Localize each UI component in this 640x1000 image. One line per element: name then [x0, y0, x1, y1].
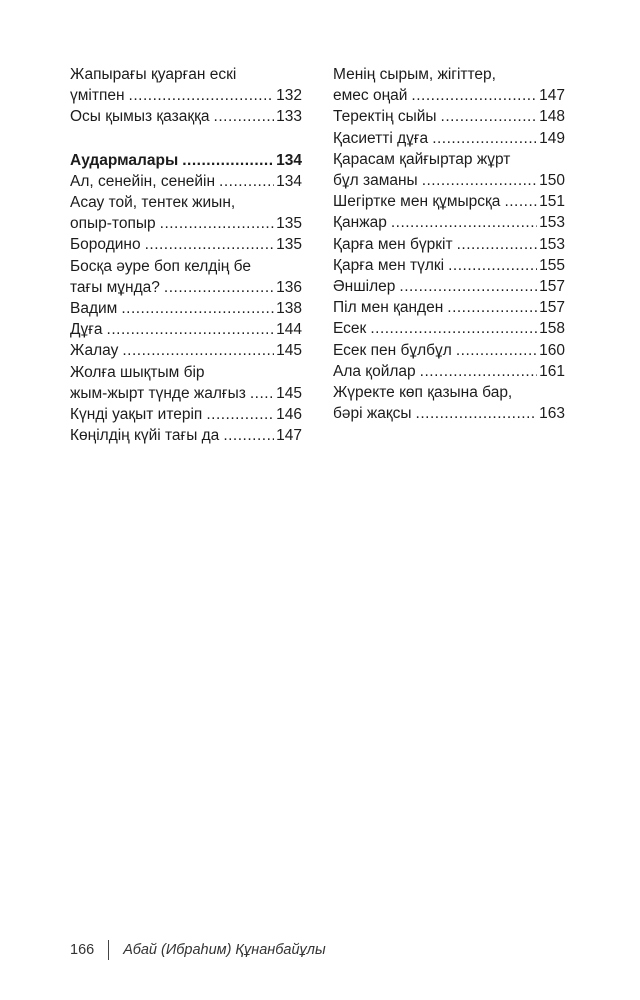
toc-entry-page-number: 149	[539, 129, 565, 147]
toc-entry-page-number: 161	[539, 362, 565, 380]
toc-entry-title-line: Қарасам қайғыртар жұрт	[333, 150, 511, 168]
toc-entry	[333, 234, 565, 255]
toc-entry-page-number: 134	[276, 151, 302, 169]
toc-entry	[333, 361, 565, 382]
toc-entry-page-number: 135	[276, 215, 302, 233]
page-footer	[70, 940, 326, 960]
toc-entry-row	[70, 234, 302, 255]
toc-entry-title: Қанжар	[333, 214, 387, 232]
toc-entry	[333, 318, 565, 339]
toc-entry-page-number: 134	[276, 172, 302, 190]
toc-entry-title-line: Жүректе көп қазына бар,	[333, 384, 513, 402]
dot-leader	[206, 404, 274, 425]
toc-entry-title: Көңілдің күйі тағы да	[70, 427, 220, 445]
dot-leader	[391, 212, 537, 233]
toc-entry-page-number: 148	[539, 108, 565, 126]
toc-entry-title: Осы қымыз қазаққа	[70, 108, 210, 126]
toc-entry-row	[333, 106, 565, 127]
toc-entry	[333, 106, 565, 127]
toc-entry-title: Піл мен қанден	[333, 299, 444, 317]
toc-entry	[333, 276, 565, 297]
toc-entry-row	[333, 297, 565, 318]
toc-entry-page-number: 147	[276, 427, 302, 445]
toc-entry-title: Қарға мен бүркіт	[333, 235, 453, 253]
toc-entry-row	[333, 340, 565, 361]
toc-entry	[333, 297, 565, 318]
toc-entry	[70, 64, 302, 106]
toc-entry-page-number: 150	[539, 172, 565, 190]
toc-entry	[70, 234, 302, 255]
toc-entry	[333, 64, 565, 106]
dot-leader	[370, 318, 537, 339]
toc-section-heading	[70, 150, 302, 171]
toc-entry-title: Есек	[333, 320, 367, 338]
toc-entry-row	[333, 85, 565, 106]
toc-entry-page-number: 135	[276, 236, 302, 254]
toc-entry-row	[333, 403, 565, 424]
toc-entry-title: Аудармалары	[70, 151, 179, 169]
toc-entry	[70, 340, 302, 361]
toc-entry-title: Ала қойлар	[333, 362, 416, 380]
toc-entry	[70, 298, 302, 319]
toc-entry-row	[333, 191, 565, 212]
dot-leader	[182, 150, 274, 171]
toc-entry-page-number: 136	[276, 278, 302, 296]
toc-entry-row	[70, 106, 302, 127]
section-gap	[70, 128, 302, 150]
toc-entry	[333, 382, 565, 424]
toc-entry-page-number: 151	[539, 193, 565, 211]
toc-entry-row	[333, 255, 565, 276]
toc-column-right	[333, 64, 565, 424]
dot-leader	[107, 319, 275, 340]
toc-entry-title: үмітпен	[70, 87, 125, 105]
dot-leader	[164, 277, 274, 298]
toc-entry-page-number: 147	[539, 87, 565, 105]
toc-entry-page-number: 160	[539, 341, 565, 359]
page-number: 166	[70, 942, 95, 958]
toc-entry-row	[70, 340, 302, 361]
dot-leader	[223, 425, 274, 446]
toc-entry-row	[70, 425, 302, 446]
toc-entry-page-number: 157	[539, 278, 565, 296]
toc-entry-row	[70, 404, 302, 425]
toc-entry-title: емес оңай	[333, 87, 408, 105]
toc-entry-title: Бородино	[70, 236, 141, 254]
toc-entry	[70, 171, 302, 192]
toc-entry-row	[333, 234, 565, 255]
dot-leader	[129, 85, 275, 106]
toc-entry-title: Дұға	[70, 321, 103, 339]
toc-entry	[333, 212, 565, 233]
toc-entry-title-line: Босқа әуре боп келдің бе	[70, 257, 251, 275]
dot-leader	[448, 255, 537, 276]
dot-leader	[432, 128, 537, 149]
dot-leader	[456, 340, 537, 361]
dot-leader	[447, 297, 537, 318]
toc-entry-page-number: 155	[539, 256, 565, 274]
toc-entry-page-number: 145	[276, 384, 302, 402]
toc-entry	[70, 106, 302, 127]
dot-leader	[416, 403, 538, 424]
toc-entry-title: Әншілер	[333, 278, 396, 296]
toc-entry-title: Ал, сенейін, сенейін	[70, 172, 216, 190]
toc-entry-page-number: 153	[539, 214, 565, 232]
dot-leader	[160, 213, 274, 234]
toc-entry-title: тағы мұнда?	[70, 278, 160, 296]
toc-entry-row	[333, 318, 565, 339]
toc-entry-row	[70, 85, 302, 106]
toc-entry-page-number: 157	[539, 299, 565, 317]
dot-leader	[441, 106, 538, 127]
toc-entry	[333, 128, 565, 149]
footer-divider	[108, 940, 109, 960]
dot-leader	[504, 191, 537, 212]
toc-entry-row	[70, 171, 302, 192]
dot-leader	[145, 234, 275, 255]
dot-leader	[411, 85, 537, 106]
toc-entry	[70, 404, 302, 425]
toc-entry-title-line: Менің сырым, жігіттер,	[333, 66, 496, 83]
toc-entry-row	[70, 150, 302, 171]
toc-entry-row	[70, 319, 302, 340]
dot-leader	[121, 298, 274, 319]
toc-entry-title-line: Жолға шықтым бір	[70, 363, 205, 381]
toc-entry-row	[333, 276, 565, 297]
dot-leader	[420, 361, 537, 382]
toc-column-left	[70, 64, 302, 446]
dot-leader	[457, 234, 538, 255]
toc-entry-title: Күнді уақыт итеріп	[70, 406, 203, 424]
toc-entry	[333, 340, 565, 361]
toc-entry-page-number: 144	[276, 321, 302, 339]
toc-entry-title-line: Асау той, тентек жиын,	[70, 194, 236, 212]
dot-leader	[122, 340, 274, 361]
toc-entry	[70, 319, 302, 340]
toc-entry	[70, 192, 302, 234]
toc-entry-title-line: Жапырағы қуарған ескі	[70, 66, 237, 83]
toc-entry-row	[333, 361, 565, 382]
toc-entry-page-number: 133	[276, 108, 302, 126]
toc-entry-title: Жалау	[70, 342, 119, 360]
dot-leader	[399, 276, 537, 297]
toc-entry	[333, 191, 565, 212]
toc-entry-title: Теректің сыйы	[333, 108, 437, 126]
toc-entry-title: Есек пен бұлбұл	[333, 341, 452, 359]
toc-entry-page-number: 158	[539, 320, 565, 338]
toc-entry-row	[333, 212, 565, 233]
toc-entry-title: бұл заманы	[333, 172, 418, 190]
toc-entry-page-number: 138	[276, 300, 302, 318]
toc-entry-row	[70, 383, 302, 404]
toc-entry-page-number: 163	[539, 405, 565, 423]
toc-entry-page-number: 145	[276, 342, 302, 360]
toc-entry-row	[70, 213, 302, 234]
toc-entry	[70, 362, 302, 404]
toc-entry	[333, 149, 565, 191]
toc-entry-row	[333, 170, 565, 191]
dot-leader	[214, 106, 275, 127]
toc-entry-title: жым-жырт түнде жалғыз	[70, 384, 246, 402]
dot-leader	[250, 383, 274, 404]
toc-entry	[70, 425, 302, 446]
toc-entry-title: Қасиетті дұға	[333, 129, 429, 147]
toc-entry-title: опыр-топыр	[70, 215, 156, 233]
toc-entry-page-number: 153	[539, 235, 565, 253]
toc-entry	[70, 256, 302, 298]
toc-entry-page-number: 132	[276, 87, 302, 105]
toc-entry-page-number: 146	[276, 406, 302, 424]
dot-leader	[219, 171, 274, 192]
toc-entry-title: Шегіртке мен құмырсқа	[333, 193, 501, 211]
toc-entry-row	[333, 128, 565, 149]
toc-entry-title: Қарға мен түлкі	[333, 256, 445, 274]
toc-entry-row	[70, 277, 302, 298]
dot-leader	[422, 170, 537, 191]
toc-entry-title: бәрі жақсы	[333, 405, 412, 423]
toc-entry	[333, 255, 565, 276]
toc-entry-row	[70, 298, 302, 319]
toc-entry-title: Вадим	[70, 300, 118, 318]
running-author: Абай (Ибраһим) Құнанбайұлы	[123, 942, 326, 958]
